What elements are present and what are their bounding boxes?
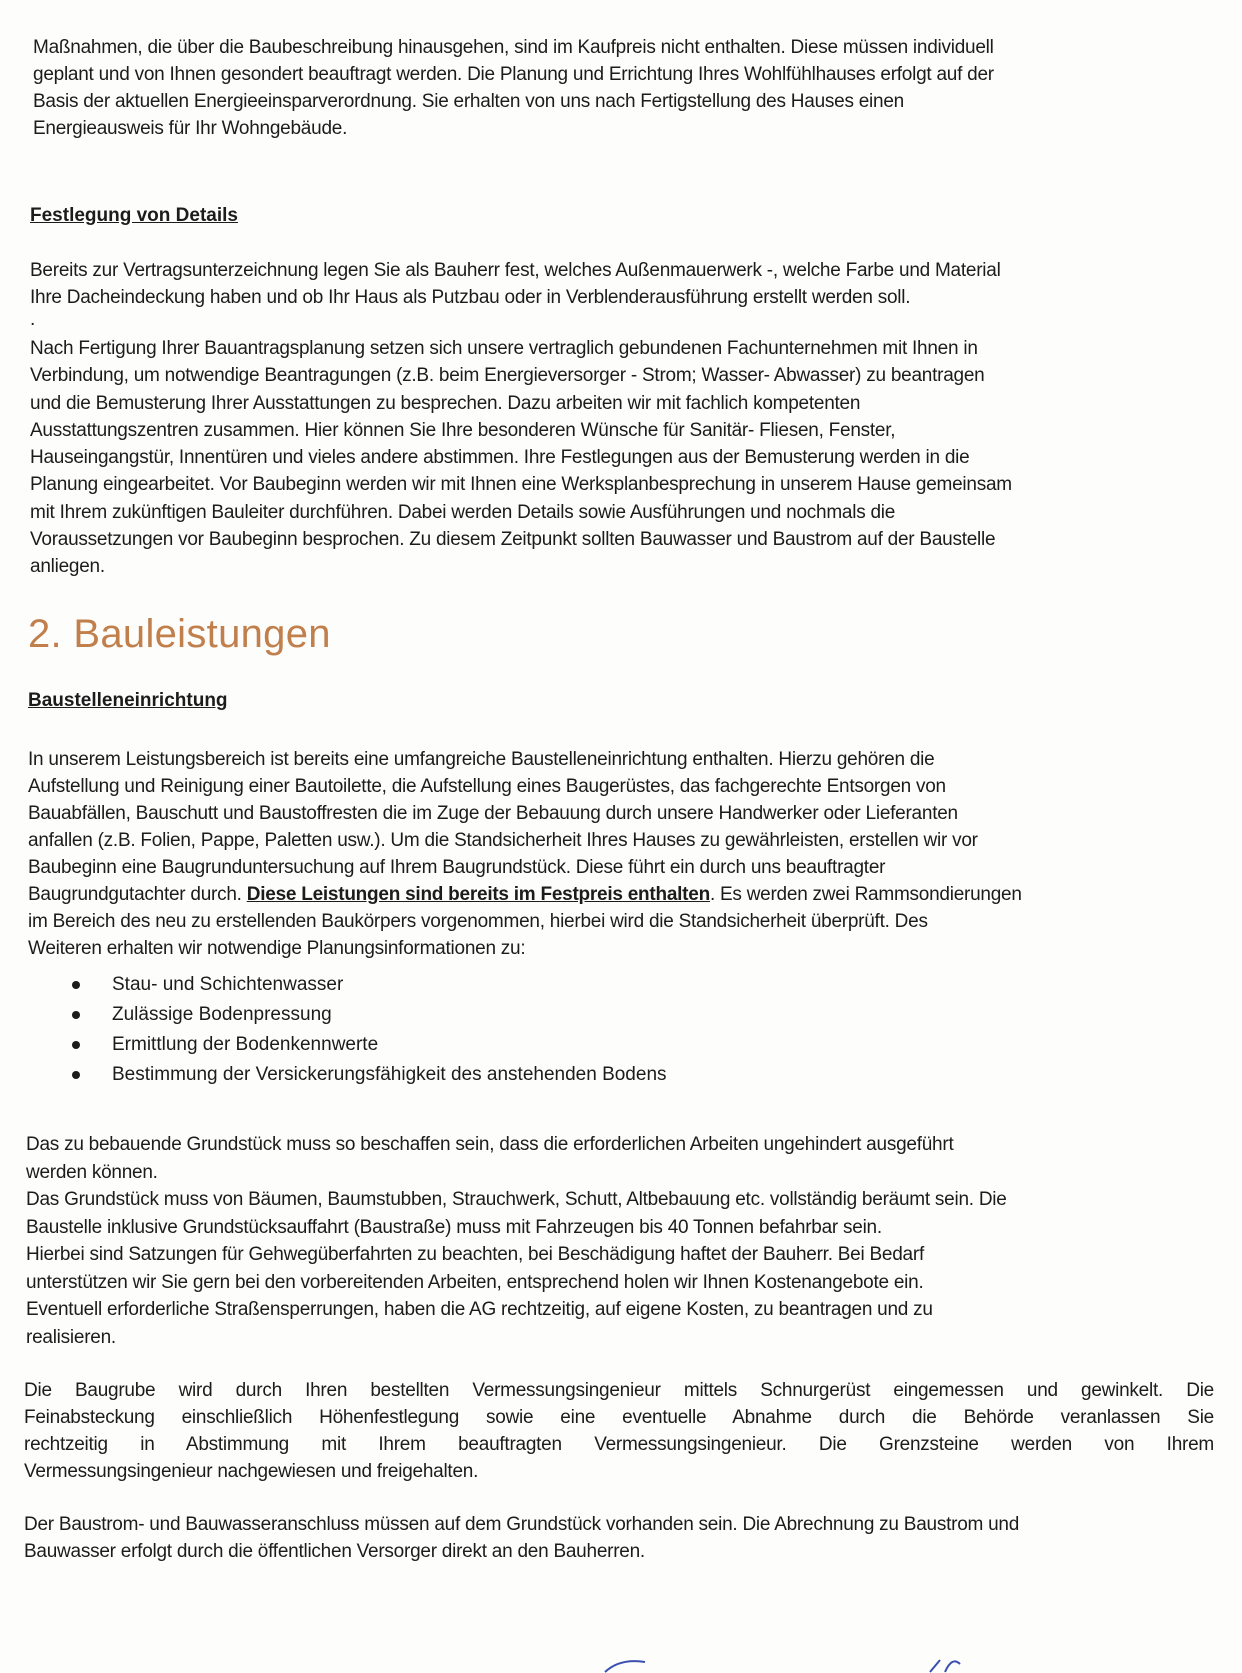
text-line: Hierbei sind Satzungen für Gehwegüberfahrten zu beachten, bei Beschädigung haftet der Bauherr. Bei Bedarf bbox=[26, 1244, 924, 1265]
text-line: Basis der aktuellen Energieeinsparverordnung. Sie erhalten von uns nach Fertigstellung des Hauses einen bbox=[33, 91, 904, 112]
text-line: . bbox=[30, 309, 36, 330]
text-line: Eventuell erforderliche Straßensperrungen, haben die AG rechtzeitig, auf eigene Kosten, zu beantragen und zu bbox=[26, 1299, 933, 1320]
text-line: Maßnahmen, die über die Baubeschreibung hinausgehen, sind im Kaufpreis nicht enthalten. Diese müssen individuell bbox=[33, 37, 994, 58]
text-line: Bereits zur Vertragsunterzeichnung legen Sie als Bauherr fest, welches Außenmauerwerk -, welche Farbe und Material bbox=[30, 260, 1001, 281]
section-paragraph-1 bbox=[28, 746, 1022, 962]
text-line: anliegen. bbox=[30, 556, 105, 578]
text-line: Aufstellung und Reinigung einer Bautoilette, die Aufstellung eines Baugerüstes, das fachgerechte Entsorgen von bbox=[28, 776, 946, 797]
details-paragraph-1 bbox=[30, 257, 1001, 329]
text-line: Das zu bebauende Grundstück muss so beschaffen sein, dass die erforderlichen Arbeiten ungehindert ausgeführt bbox=[26, 1134, 954, 1155]
text-line: realisieren. bbox=[26, 1326, 116, 1348]
emphasis-text: Diese Leistungen sind bereits im Festpreis enthalten bbox=[246, 884, 710, 905]
text-segment: . Es werden zwei Rammsondierungen bbox=[709, 884, 1022, 905]
list-item: Ermittlung der Bodenkennwerte bbox=[70, 1030, 667, 1060]
text-line: Baustelle inklusive Grundstücksauffahrt (Baustraße) muss mit Fahrzeugen bis 40 Tonnen befahrbar sein. bbox=[26, 1216, 882, 1238]
text-line: Das Grundstück muss von Bäumen, Baumstubben, Strauchwerk, Schutt, Altbebauung etc. vollständig beräumt sein. Die bbox=[26, 1189, 1007, 1210]
text-line: Planung eingearbeitet. Vor Baubeginn werden wir mit Ihnen eine Werksplanbesprechung in unserem Hause gemeinsam bbox=[30, 474, 1012, 496]
text-line: Bauabfällen, Bauschutt und Baustoffresten die im Zuge der Bebauung durch unsere Handwerker oder Lieferanten bbox=[28, 803, 958, 824]
details-paragraph-2 bbox=[30, 335, 1012, 581]
text-line: und die Bemusterung Ihrer Ausstattungen zu besprechen. Dazu arbeiten wir mit fachlich kompetenten bbox=[30, 392, 861, 414]
section-paragraph-4 bbox=[24, 1511, 1019, 1565]
bullet-list bbox=[70, 970, 667, 1090]
text-line: Bauwasser erfolgt durch die öffentlichen Versorger direkt an den Bauherren. bbox=[24, 1541, 645, 1562]
text-line: Verbindung, um notwendige Beantragungen (z.B. beim Energieversorger - Strom; Wasser- Abwasser) zu beantragen bbox=[30, 365, 985, 387]
text-line: anfallen (z.B. Folien, Pappe, Paletten usw.). Um die Standsicherheit Ihres Hauses zu gewährleisten, erstellen wir vor bbox=[28, 830, 978, 851]
details-heading: Festlegung von Details bbox=[30, 205, 238, 226]
text-line: unterstützen wir Sie gern bei den vorbereitenden Arbeiten, entsprechend holen wir Ihnen Kostenangebote ein. bbox=[26, 1271, 924, 1293]
text-line: im Bereich des neu zu erstellenden Baukörpers vorgenommen, hierbei wird die Standsicherheit überprüft. Des bbox=[28, 911, 928, 932]
text-line: Baubeginn eine Baugrunduntersuchung auf Ihrem Baugrundstück. Diese führt ein durch uns beauftragter bbox=[28, 857, 886, 878]
text-line: mit Ihrem zukünftigen Bauleiter durchführen. Dabei werden Details sowie Ausführungen und nochmals die bbox=[30, 501, 896, 523]
signature-mark bbox=[600, 1650, 980, 1673]
signature-stroke bbox=[930, 1660, 960, 1672]
text-line: Energieausweis für Ihr Wohngebäude. bbox=[33, 118, 348, 139]
text-line: In unserem Leistungsbereich ist bereits eine umfangreiche Baustelleneinrichtung enthalten. Hierzu gehören die bbox=[28, 749, 935, 770]
text-segment: Baugrundgutachter durch. bbox=[28, 884, 247, 905]
text-line: Ihre Dacheindeckung haben und ob Ihr Haus als Putzbau oder in Verblenderausführung erstellt werden soll. bbox=[30, 287, 911, 308]
section-paragraph-2 bbox=[26, 1131, 1007, 1351]
list-item: Bestimmung der Versickerungsfähigkeit des anstehenden Bodens bbox=[70, 1060, 667, 1090]
section-subheading: Baustelleneinrichtung bbox=[28, 690, 228, 711]
text-line: Voraussetzungen vor Baubeginn besprochen. Zu diesem Zeitpunkt sollten Bauwasser und Baustrom auf der Baustelle bbox=[30, 529, 996, 551]
text-line: Feinabsteckung einschließlich Höhenfestlegung sowie eine eventuelle Abnahme durch die Behörde veranlassen Sie bbox=[24, 1407, 1214, 1428]
text-line: Nach Fertigung Ihrer Bauantragsplanung setzen sich unsere vertraglich gebundenen Fachunternehmen mit Ihnen in bbox=[30, 338, 978, 359]
text-line: Die Baugrube wird durch Ihren bestellten Vermessungsingenieur mittels Schnurgerüst eingemessen und gewinkelt. Die bbox=[24, 1380, 1214, 1401]
text-line: Vermessungsingenieur nachgewiesen und freigehalten. bbox=[24, 1461, 479, 1482]
intro-paragraph bbox=[33, 34, 994, 142]
signature-stroke bbox=[605, 1661, 645, 1672]
text-line: Ausstattungszentren zusammen. Hier können Sie Ihre besonderen Wünsche für Sanitär- Fliesen, Fenster, bbox=[30, 419, 896, 441]
section-paragraph-3 bbox=[24, 1377, 1214, 1485]
list-item: Zulässige Bodenpressung bbox=[70, 1000, 667, 1030]
text-line: Hauseingangstür, Innentüren und vieles andere abstimmen. Ihre Festlegungen aus der Bemusterung werden in die bbox=[30, 447, 970, 469]
text-line: geplant und von Ihnen gesondert beauftragt werden. Die Planung und Errichtung Ihres Wohlfühlhauses erfolgt auf der bbox=[33, 64, 994, 85]
text-line bbox=[28, 881, 1022, 908]
text-line: werden können. bbox=[26, 1161, 158, 1183]
text-line: Der Baustrom- und Bauwasseranschluss müssen auf dem Grundstück vorhanden sein. Die Abrechnung zu Baustrom und bbox=[24, 1514, 1020, 1535]
list-item: Stau- und Schichtenwasser bbox=[70, 970, 667, 1000]
text-line: rechtzeitig in Abstimmung mit Ihrem beauftragten Vermessungsingenieur. Die Grenzsteine werden von Ihrem bbox=[24, 1434, 1214, 1455]
section-title: 2. Bauleistungen bbox=[28, 612, 331, 656]
text-line: Weiteren erhalten wir notwendige Planungsinformationen zu: bbox=[28, 938, 526, 959]
